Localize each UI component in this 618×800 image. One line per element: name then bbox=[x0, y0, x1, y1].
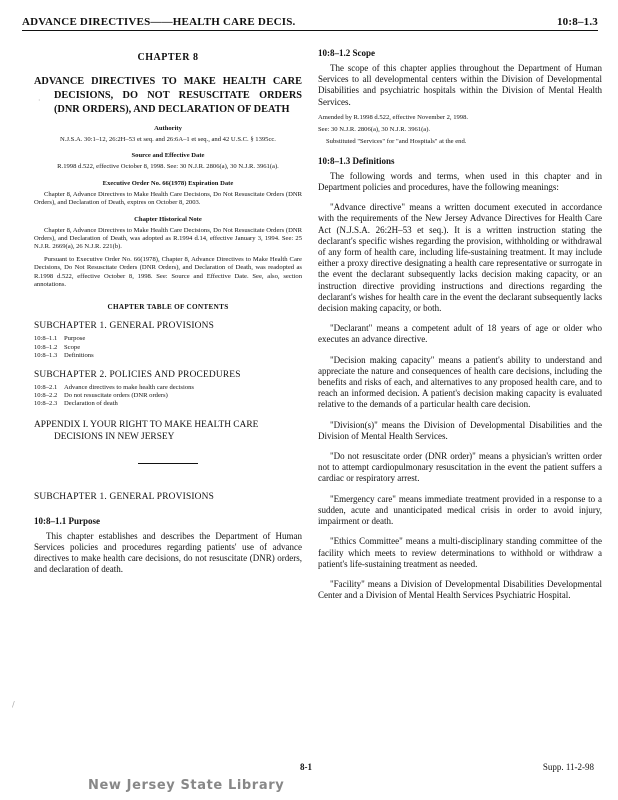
section-divider bbox=[138, 463, 198, 464]
definition-facility: "Facility" means a Division of Developmental Disabilities Developmental Center and a Division of Mental Health Services Psychiatric Hospital. bbox=[318, 578, 602, 601]
authority-heading: Authority bbox=[154, 125, 182, 132]
page-number: 8-1 bbox=[300, 762, 312, 772]
margin-mark: · bbox=[38, 96, 41, 105]
toc-list-1 bbox=[34, 335, 302, 360]
toc-item: 10:8–2.3 Declaration of death bbox=[34, 400, 118, 408]
toc-item: 10:8–1.2 Scope bbox=[34, 343, 81, 351]
historical-note-text: Pursuant to Executive Order No. 66(1978), Chapter 8, Advance Directives to Make Health Care Decisions, Do Not Resuscitate Orders (DNR Orders), and Declaration of Death, was readopted as R.1998 d.522, effective October 8, 1998. See: Source and Effective Date. See, also, section annotations. bbox=[34, 255, 302, 289]
definition-divisions: "Division(s)" means the Division of Developmental Disabilities and the Division of Mental Health Services. bbox=[318, 419, 602, 441]
amendment-note: See: 30 N.J.R. 2806(a), 30 N.J.R. 3961(a). bbox=[318, 125, 431, 133]
subchapter-heading: SUBCHAPTER 1. GENERAL PROVISIONS bbox=[34, 491, 215, 502]
chapter-title: ADVANCE DIRECTIVES TO MAKE HEALTH CARE DECISIONS, DO NOT RESUSCITATE ORDERS (DNR ORDERS), AND DECLARATION OF DEATH bbox=[34, 76, 302, 115]
toc-item: 10:8–1.1 Purpose bbox=[34, 335, 86, 343]
toc-item: 10:8–2.2 Do not resuscitate orders (DNR orders) bbox=[34, 392, 168, 400]
toc-appendix: APPENDIX I. YOUR RIGHT TO MAKE HEALTH CARE DECISIONS IN NEW JERSEY bbox=[34, 419, 259, 442]
right-column bbox=[318, 40, 602, 610]
definitions-intro: The following words and terms, when used in this chapter and in Department policies and procedures, have the following meanings: bbox=[318, 170, 602, 193]
supplement-date: Supp. 11-2-98 bbox=[542, 762, 594, 772]
toc-list-2 bbox=[34, 384, 302, 409]
authority-text: N.J.S.A. 30:1–12, 26:2H–53 et seq. and 26:6A–1 et seq., and 42 U.S.C. § 1395cc. bbox=[60, 136, 276, 143]
toc-heading: CHAPTER TABLE OF CONTENTS bbox=[107, 303, 229, 312]
chapter-number: CHAPTER 8 bbox=[137, 52, 199, 63]
definition-advance-directive: "Advance directive" means a written document executed in accordance with the requirements of the New Jersey Advance Directives for Health Care Act (N.J.S.A. 26:2H–53 et seq.). It is a written instruction stating the declarant's specific wishes regarding the provision, withholding or withdrawal of any form of health care, including life-sustaining treatment. It may include either a proxy directive designating a health care representative or surrogate in the event the declarant subsequently lacks decision making capacity, or an instruction directive providing instructions and directions regarding the declarant's wishes for health care in the event the declarant subsequently lacks decision making capacity, or both. bbox=[318, 202, 602, 314]
source-heading: Source and Effective Date bbox=[131, 152, 205, 160]
historical-note-text: Chapter 8, Advance Directives to Make Health Care Decisions, Do Not Resuscitate Orders (DNR Orders), and Declaration of Death, was adopted as R.1994 d.14, effective January 3, 1994. See: 25 N.J.R. 2669(a), 26 N.J.R. 221(b). bbox=[34, 226, 302, 251]
running-header bbox=[22, 6, 598, 31]
source-text: R.1998 d.522, effective October 8, 1998. See: 30 N.J.R. 2806(a), 30 N.J.R. 3961(a). bbox=[57, 163, 279, 171]
section-heading-purpose: 10:8–1.1 Purpose bbox=[34, 515, 100, 526]
definition-declarant: "Declarant" means a competent adult of 18 years of age or older who executes an advance directive. bbox=[318, 323, 602, 345]
definition-emergency-care: "Emergency care" means immediate treatment provided in a response to a sudden, acute and unanticipated medical crisis in order to avoid injury, impairment or death. bbox=[318, 493, 602, 527]
definition-ethics-committee: "Ethics Committee" means a multi-disciplinary standing committee of the facility which meets to review determinations to withhold or withdraw a patient's life-sustaining treatment as needed. bbox=[318, 536, 602, 569]
executive-order-text: Chapter 8, Advance Directives to Make Health Care Decisions, Do Not Resuscitate Orders (DNR Orders), and Declaration of Death, expires on October 8, 2003. bbox=[34, 190, 302, 207]
toc-subchapter-1: SUBCHAPTER 1. GENERAL PROVISIONS bbox=[34, 321, 215, 332]
scope-text: The scope of this chapter applies throughout the Department of Human Services to all developmental centers within the Division of Developmental Disabilities and psychiatric hospitals within the Division of Mental Health Services. bbox=[318, 63, 602, 107]
definition-dnr-order: "Do not resuscitate order (DNR order)" means a physician's written order not to attempt cardiopulmonary resuscitation in the event the patient suffers a cardiac or respiratory arrest. bbox=[318, 451, 602, 484]
historical-note-heading: Chapter Historical Note bbox=[134, 215, 202, 223]
executive-order-heading: Executive Order No. 66(1978) Expiration Date bbox=[102, 179, 234, 187]
amendment-note: Amended by R.1998 d.522, effective November 2, 1998. bbox=[318, 113, 469, 121]
margin-mark: / bbox=[12, 700, 15, 709]
library-stamp: New Jersey State Library bbox=[88, 778, 285, 793]
left-column bbox=[34, 40, 302, 576]
amendment-note: Substituted "Services" for "and Hospitals" at the end. bbox=[326, 137, 467, 145]
purpose-text: This chapter establishes and describes the Department of Human Services policies and procedures regarding patients' use of advance directives to make health care decisions, do not resuscitate (DNR) orders, and declaration of death. bbox=[34, 530, 302, 575]
toc-item: 10:8–1.3 Definitions bbox=[34, 351, 94, 359]
section-heading-scope: 10:8–1.2 Scope bbox=[318, 48, 375, 58]
header-title: ADVANCE DIRECTIVES——HEALTH CARE DECIS. bbox=[22, 16, 296, 28]
section-heading-definitions: 10:8–1.3 Definitions bbox=[318, 155, 395, 166]
toc-item: 10:8–2.1 Advance directives to make health care decisions bbox=[34, 384, 194, 392]
toc-subchapter-2: SUBCHAPTER 2. POLICIES AND PROCEDURES bbox=[34, 370, 241, 381]
definition-decision-making-capacity: "Decision making capacity" means a patient's ability to understand and appreciate the nature and consequences of health care decisions, including the benefits and risks of each, and alternatives to any proposed health care, and to reach an informed decision. A patient's decision making capacity is evaluated relative to the demands of a particular health care decision. bbox=[318, 354, 602, 410]
header-section: 10:8–1.3 bbox=[556, 16, 598, 28]
